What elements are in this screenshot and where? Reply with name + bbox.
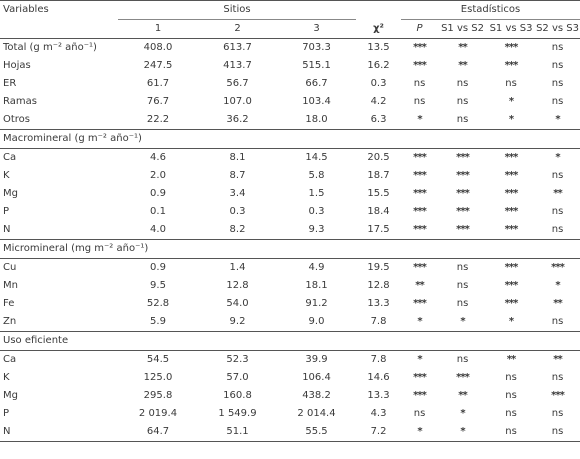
s1-vs-s3-significance: ** — [506, 354, 516, 365]
chi-square-value: 19.5 — [367, 262, 390, 273]
site-3-value: 5.8 — [308, 170, 325, 181]
s1-vs-s3-significance: *** — [504, 206, 518, 217]
p-significance: * — [417, 114, 422, 125]
s2-vs-s3-significance: ** — [553, 354, 562, 365]
row-label: Ca — [3, 354, 17, 365]
p-significance: *** — [413, 372, 426, 383]
table-row — [0, 313, 580, 332]
header-variables: Variables — [3, 4, 49, 15]
s2-vs-s3-significance: ns — [551, 96, 564, 107]
table-row — [0, 295, 580, 313]
site-2-value: 8.2 — [229, 224, 246, 235]
chi-square-value: 18.4 — [367, 206, 390, 217]
row-label: Mg — [3, 188, 18, 199]
row-label: Hojas — [3, 60, 31, 71]
row-label: Cu — [3, 262, 17, 273]
header-s2-vs-s3: S2 vs S3 — [536, 23, 579, 34]
p-significance: ns — [413, 96, 426, 107]
site-3-value: 39.9 — [305, 354, 328, 365]
s1-vs-s3-significance: *** — [504, 170, 518, 181]
site-3-value: 14.5 — [305, 152, 328, 163]
s1-vs-s2-significance: *** — [456, 224, 469, 235]
site-1-value: 22.2 — [146, 114, 170, 125]
s2-vs-s3-significance: ns — [551, 170, 564, 181]
header-s1-vs-s2: S1 vs S2 — [441, 23, 484, 34]
site-3-value: 55.5 — [305, 426, 328, 437]
table-row — [0, 405, 580, 423]
s1-vs-s2-significance: ** — [458, 42, 467, 53]
site-1-value: 61.7 — [146, 78, 170, 89]
row-label: N — [3, 224, 11, 235]
s1-vs-s3-significance: *** — [504, 60, 518, 71]
chi-square-value: 4.2 — [370, 96, 387, 107]
site-3-value: 0.3 — [308, 206, 325, 217]
s2-vs-s3-significance: ns — [551, 206, 564, 217]
s2-vs-s3-significance: * — [555, 152, 560, 163]
header-spacer — [356, 1, 401, 20]
site-1-value: 125.0 — [143, 372, 173, 383]
s1-vs-s3-significance: ns — [505, 372, 517, 383]
chi-square-value: 18.7 — [367, 170, 390, 181]
s2-vs-s3-significance: ns — [551, 42, 564, 53]
s2-vs-s3-significance: ns — [551, 224, 564, 235]
table-row — [0, 185, 580, 203]
site-1-value: 2.0 — [150, 170, 166, 181]
p-significance: * — [417, 426, 422, 437]
site-3-value: 103.4 — [302, 96, 331, 107]
site-2-value: 8.7 — [229, 170, 246, 181]
site-3-value: 18.0 — [305, 114, 328, 125]
site-2-value: 56.7 — [226, 78, 249, 89]
row-label: Mn — [3, 280, 18, 291]
section-heading-row — [0, 332, 580, 351]
s1-vs-s2-significance: *** — [456, 152, 469, 163]
site-3-value: 438.2 — [302, 390, 331, 401]
s1-vs-s3-significance: *** — [504, 224, 518, 235]
site-3-value: 1.5 — [308, 188, 325, 199]
site-3-value: 9.0 — [308, 316, 325, 327]
row-label: K — [3, 372, 10, 383]
row-label: P — [3, 206, 10, 217]
site-2-value: 36.2 — [226, 114, 249, 125]
s1-vs-s3-significance: *** — [504, 152, 518, 163]
chi-square-value: 6.3 — [370, 114, 387, 125]
s2-vs-s3-significance: ns — [551, 408, 564, 419]
s1-vs-s2-significance: ** — [458, 60, 467, 71]
s2-vs-s3-significance: * — [555, 280, 560, 291]
p-significance: *** — [413, 152, 426, 163]
site-2-value: 413.7 — [223, 60, 252, 71]
site-2-value: 613.7 — [223, 42, 252, 53]
site-2-value: 52.3 — [226, 354, 249, 365]
s1-vs-s2-significance: ns — [456, 262, 469, 273]
p-significance: *** — [413, 262, 426, 273]
header-p-value: P — [416, 23, 423, 34]
s1-vs-s2-significance: ns — [456, 78, 469, 89]
site-3-value: 91.2 — [305, 298, 328, 309]
header-sitios: Sitios — [118, 1, 356, 20]
s2-vs-s3-significance: ns — [551, 316, 564, 327]
row-label: K — [3, 170, 10, 181]
s1-vs-s2-significance: ns — [456, 298, 469, 309]
s1-vs-s3-significance: *** — [504, 42, 518, 53]
table-row — [0, 75, 580, 93]
s1-vs-s2-significance: * — [460, 408, 465, 419]
s1-vs-s3-significance: ns — [505, 408, 517, 419]
s2-vs-s3-significance: ns — [551, 78, 564, 89]
s1-vs-s3-significance: * — [508, 96, 514, 107]
chi-square-value: 7.8 — [370, 354, 387, 365]
s1-vs-s2-significance: *** — [456, 372, 469, 383]
row-label: Ramas — [3, 96, 37, 107]
p-significance: * — [417, 354, 422, 365]
s1-vs-s2-significance: *** — [456, 206, 469, 217]
s2-vs-s3-significance: ns — [551, 426, 564, 437]
s2-vs-s3-significance: ns — [551, 60, 564, 71]
site-3-value: 515.1 — [302, 60, 331, 71]
site-1-value: 76.7 — [146, 96, 170, 107]
s1-vs-s2-significance: * — [460, 426, 465, 437]
site-1-value: 5.9 — [150, 316, 166, 327]
chi-square-value: 20.5 — [367, 152, 390, 163]
site-2-value: 1.4 — [229, 262, 246, 273]
site-3-value: 2 014.4 — [297, 408, 336, 419]
section-title: Uso eficiente — [0, 332, 580, 351]
table-body — [0, 39, 580, 442]
p-significance: *** — [413, 170, 426, 181]
header-estadisticos: Estadísticos — [401, 1, 580, 20]
site-1-value: 9.5 — [150, 280, 166, 291]
chi-square-value: 0.3 — [370, 78, 387, 89]
table-row — [0, 221, 580, 240]
table-row — [0, 423, 580, 442]
site-1-value: 4.0 — [150, 224, 166, 235]
site-1-value: 247.5 — [143, 60, 173, 71]
table-row — [0, 93, 580, 111]
site-1-value: 0.9 — [150, 188, 166, 199]
p-significance: *** — [413, 42, 426, 53]
row-label: Zn — [3, 316, 17, 327]
table-row — [0, 39, 580, 58]
site-1-value: 295.8 — [143, 390, 173, 401]
table-row — [0, 111, 580, 130]
table-row — [0, 203, 580, 221]
s1-vs-s3-significance: *** — [504, 262, 518, 273]
s1-vs-s2-significance: ns — [456, 354, 469, 365]
site-2-value: 0.3 — [229, 206, 246, 217]
table-header — [0, 1, 580, 39]
table-row — [0, 259, 580, 278]
s2-vs-s3-significance: ** — [553, 188, 562, 199]
s1-vs-s2-significance: ns — [456, 114, 469, 125]
p-significance: *** — [413, 188, 426, 199]
s1-vs-s3-significance: ns — [505, 390, 517, 401]
site-2-value: 9.2 — [229, 316, 246, 327]
p-significance: *** — [413, 224, 426, 235]
s1-vs-s3-significance: *** — [504, 298, 518, 309]
chi-square-value: 14.6 — [367, 372, 390, 383]
row-label: ER — [3, 78, 17, 89]
s2-vs-s3-significance: * — [555, 114, 560, 125]
site-1-value: 2 019.4 — [138, 408, 178, 419]
row-label: P — [3, 408, 10, 419]
s1-vs-s2-significance: ns — [456, 280, 469, 291]
header-site-2: 2 — [234, 23, 241, 34]
header-s1-vs-s3: S1 vs S3 — [489, 23, 533, 34]
s2-vs-s3-significance: *** — [551, 390, 564, 401]
row-label: Fe — [3, 298, 15, 309]
chi-square-value: 13.3 — [367, 298, 390, 309]
chi-square-value: 7.8 — [370, 316, 387, 327]
chi-square-value: 16.2 — [367, 60, 390, 71]
chi-square-value: 12.8 — [367, 280, 390, 291]
p-significance: *** — [413, 390, 426, 401]
header-site-3: 3 — [313, 23, 320, 34]
p-significance: *** — [413, 298, 426, 309]
s2-vs-s3-significance: ns — [551, 372, 564, 383]
site-2-value: 3.4 — [229, 188, 246, 199]
p-significance: *** — [413, 206, 426, 217]
site-3-value: 18.1 — [305, 280, 328, 291]
site-2-value: 57.0 — [226, 372, 249, 383]
table-row — [0, 149, 580, 168]
row-label: Total (g m⁻² año⁻¹) — [3, 42, 97, 53]
table-row — [0, 369, 580, 387]
header-chi-square: χ² — [373, 22, 384, 34]
site-1-value: 0.9 — [150, 262, 166, 273]
p-significance: * — [417, 316, 422, 327]
site-3-value: 9.3 — [308, 224, 325, 235]
row-label: Otros — [3, 114, 31, 125]
p-significance: *** — [413, 60, 426, 71]
s1-vs-s2-significance: ns — [456, 96, 469, 107]
p-significance: ns — [413, 408, 426, 419]
table-row — [0, 387, 580, 405]
chi-square-value: 13.5 — [367, 42, 390, 53]
s1-vs-s2-significance: * — [460, 316, 465, 327]
site-2-value: 51.1 — [226, 426, 249, 437]
site-3-value: 66.7 — [305, 78, 328, 89]
s1-vs-s2-significance: ** — [458, 390, 467, 401]
site-2-value: 160.8 — [223, 390, 252, 401]
site-3-value: 703.3 — [302, 42, 331, 53]
chi-square-value: 15.5 — [367, 188, 390, 199]
table-row — [0, 57, 580, 75]
s1-vs-s3-significance: ns — [505, 426, 517, 437]
s2-vs-s3-significance: ** — [553, 298, 562, 309]
section-heading-row — [0, 240, 580, 259]
site-1-value: 0.1 — [150, 206, 166, 217]
site-1-value: 64.7 — [146, 426, 170, 437]
chi-square-value: 7.2 — [370, 426, 387, 437]
chi-square-value: 17.5 — [367, 224, 390, 235]
row-label: Ca — [3, 152, 17, 163]
chi-square-value: 4.3 — [370, 408, 387, 419]
s2-vs-s3-significance: *** — [551, 262, 564, 273]
section-heading-row — [0, 130, 580, 149]
p-significance: ** — [415, 280, 424, 291]
chi-square-value: 13.3 — [367, 390, 390, 401]
s1-vs-s3-significance: * — [508, 316, 514, 327]
section-title: Macromineral (g m⁻² año⁻¹) — [0, 130, 580, 149]
site-1-value: 408.0 — [143, 42, 173, 53]
site-2-value: 12.8 — [226, 280, 249, 291]
s1-vs-s2-significance: *** — [456, 170, 469, 181]
table-row — [0, 277, 580, 295]
section-title: Micromineral (mg m⁻² año⁻¹) — [0, 240, 580, 259]
s1-vs-s3-significance: *** — [504, 280, 518, 291]
row-label: Mg — [3, 390, 18, 401]
p-significance: ns — [413, 78, 426, 89]
site-2-value: 1 549.9 — [218, 408, 257, 419]
site-2-value: 54.0 — [226, 298, 249, 309]
s1-vs-s3-significance: * — [508, 114, 514, 125]
site-3-value: 106.4 — [302, 372, 331, 383]
header-site-1: 1 — [154, 23, 162, 34]
site-3-value: 4.9 — [308, 262, 325, 273]
s1-vs-s2-significance: *** — [456, 188, 469, 199]
s1-vs-s3-significance: ns — [505, 78, 517, 89]
site-1-value: 54.5 — [146, 354, 170, 365]
site-2-value: 8.1 — [229, 152, 246, 163]
table-row — [0, 167, 580, 185]
site-2-value: 107.0 — [223, 96, 252, 107]
row-label: N — [3, 426, 11, 437]
site-1-value: 52.8 — [146, 298, 170, 309]
s1-vs-s3-significance: *** — [504, 188, 518, 199]
site-1-value: 4.6 — [150, 152, 166, 163]
table-row — [0, 351, 580, 370]
